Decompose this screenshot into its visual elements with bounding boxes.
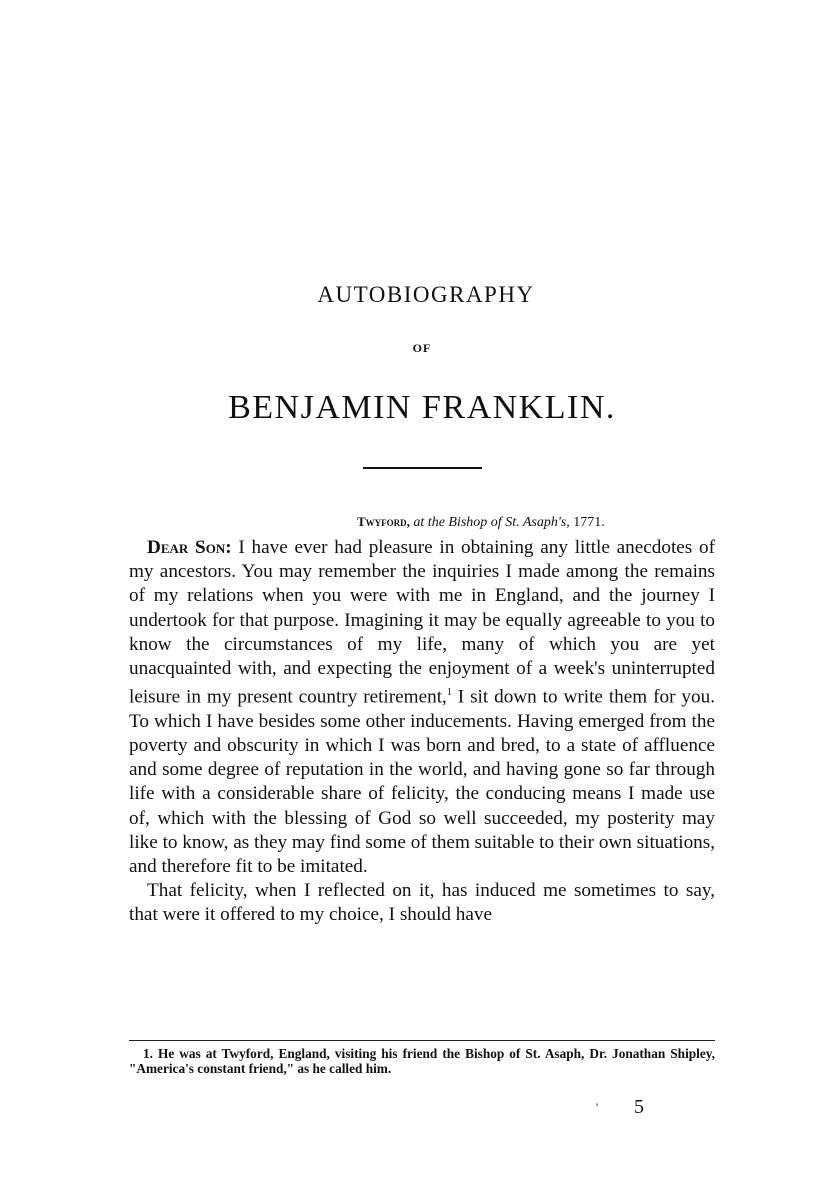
footnote-text: He was at Twyford, England, visiting his friend the Bishop of St. Asaph, Dr. Jonathan Shipley, "America's constant friend," as he called him. — [129, 1046, 715, 1076]
letter-body — [129, 536, 715, 928]
dateline — [357, 514, 605, 531]
salutation: Dear Son: — [147, 537, 232, 558]
paragraph-1 — [129, 536, 715, 879]
footnote-divider — [129, 1040, 715, 1041]
paragraph-2: That felicity, when I reflected on it, has induced me sometimes to say, that were it offered to my choice, I should have — [129, 880, 715, 926]
title-connector: OF — [412, 341, 432, 355]
footnote — [129, 1046, 715, 1076]
footnote-number: 1. — [143, 1046, 153, 1061]
author-name: BENJAMIN FRANKLIN. — [228, 389, 616, 426]
dateline-place: Twyford, — [357, 514, 410, 529]
page-number: 5 — [634, 1096, 644, 1118]
paragraph-1-text: I have ever had pleasure in obtaining any little anecdotes of my ancestors. You may remember the inquiries I made among the remains of my relations when you were with me in England, and the journey I undertook for that purpose. Imagining it may be equally agreeable to you to know the circumstances of my life, many of which you are yet unacquainted with, and expecting the enjoyment of a week's uninterrupted leisure in my present country retirement, — [129, 537, 715, 708]
title-divider — [363, 467, 482, 469]
footnote-reference: 1 — [446, 687, 452, 699]
book-title: AUTOBIOGRAPHY — [317, 282, 535, 307]
stray-mark: ' — [596, 1100, 599, 1114]
dateline-year: 1771. — [573, 515, 605, 530]
paragraph-1-continued: I sit down to write them for you. To which I have besides some other inducements. Having emerged from the poverty and obscurity in which I was born and bred, to a state of affluence and some degree of reputation in the world, and having gone so far through life with a considerable share of felicity, the conducing means I made use of, which with the blessing of God so well succeeded, my posterity may like to know, as they may find some of them suitable to their own situations, and therefore fit to be imitated. — [129, 686, 716, 878]
dateline-detail: at the Bishop of St. Asaph's, — [413, 515, 570, 530]
